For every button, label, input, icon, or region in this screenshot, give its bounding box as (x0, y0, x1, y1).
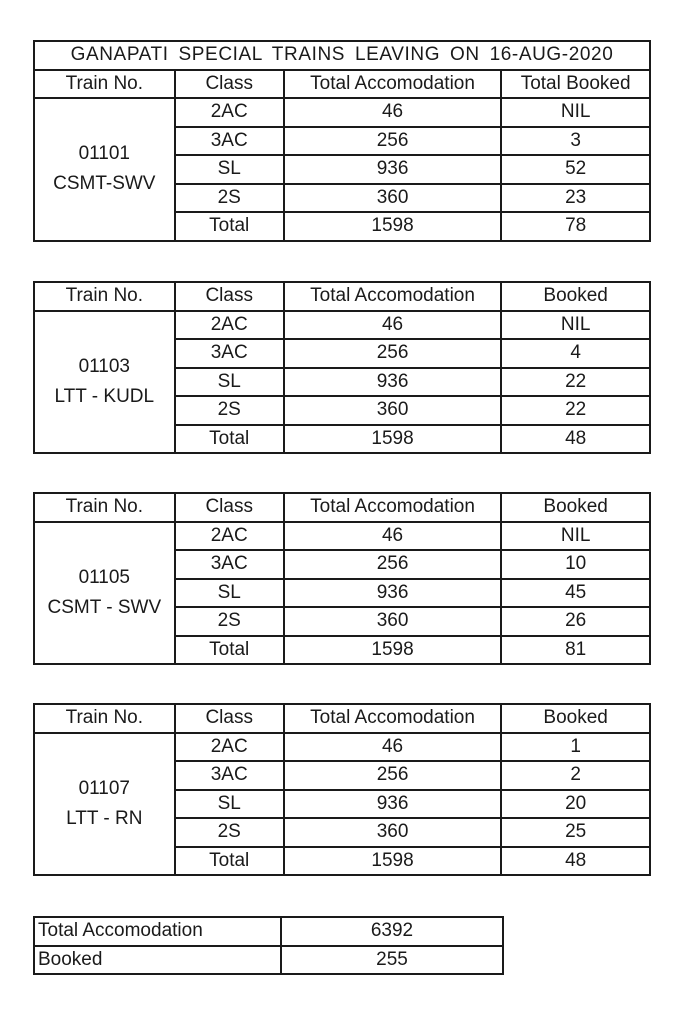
table-row (34, 98, 650, 127)
accommodation-cell: 936 (284, 155, 501, 184)
booked-cell: 4 (501, 339, 650, 368)
accommodation-cell: 256 (284, 550, 501, 579)
column-header-total-accommodation: Total Accomodation (284, 282, 501, 311)
table-row (34, 522, 650, 551)
column-header-class: Class (175, 70, 284, 99)
accommodation-cell: 256 (284, 127, 501, 156)
train-cell (34, 733, 175, 876)
booked-cell: 48 (501, 425, 650, 454)
booked-cell: 26 (501, 607, 650, 636)
class-cell: Total (175, 212, 284, 241)
train-table-3 (33, 703, 651, 876)
booked-cell: 81 (501, 636, 650, 665)
accommodation-cell: 1598 (284, 636, 501, 665)
class-cell: SL (175, 155, 284, 184)
class-cell: 2S (175, 607, 284, 636)
booked-cell: 23 (501, 184, 650, 213)
accommodation-cell: 46 (284, 98, 501, 127)
column-header-train-no: Train No. (34, 70, 175, 99)
column-header-booked: Booked (501, 493, 650, 522)
accommodation-cell: 46 (284, 311, 501, 340)
class-cell: 2S (175, 184, 284, 213)
class-cell: SL (175, 579, 284, 608)
train-route: CSMT - SWV (47, 596, 162, 618)
class-cell: 3AC (175, 127, 284, 156)
booked-cell: 3 (501, 127, 650, 156)
class-cell: 2AC (175, 733, 284, 762)
booked-cell: 48 (501, 847, 650, 876)
booked-cell: 2 (501, 761, 650, 790)
summary-booked-label: Booked (34, 946, 281, 975)
booked-cell: NIL (501, 311, 650, 340)
column-header-total-accommodation: Total Accomodation (284, 70, 501, 99)
accommodation-cell: 46 (284, 522, 501, 551)
train-cell (34, 98, 175, 241)
column-header-class: Class (175, 282, 284, 311)
train-table-1 (33, 281, 651, 454)
page-title: GANAPATI SPECIAL TRAINS LEAVING ON 16-AUG-2020 (34, 41, 650, 70)
header-row (34, 70, 650, 99)
column-header-class: Class (175, 704, 284, 733)
accommodation-cell: 936 (284, 790, 501, 819)
accommodation-cell: 936 (284, 368, 501, 397)
class-cell: Total (175, 425, 284, 454)
accommodation-cell: 1598 (284, 212, 501, 241)
train-route: CSMT-SWV (53, 173, 156, 195)
booked-cell: 45 (501, 579, 650, 608)
class-cell: Total (175, 636, 284, 665)
class-cell: SL (175, 790, 284, 819)
header-row (34, 704, 650, 733)
summary-table (33, 916, 504, 975)
accommodation-cell: 360 (284, 818, 501, 847)
summary-booked-value: 255 (281, 946, 503, 975)
accommodation-cell: 1598 (284, 847, 501, 876)
train-route: LTT - RN (66, 807, 143, 829)
booked-cell: 20 (501, 790, 650, 819)
column-header-booked: Total Booked (501, 70, 650, 99)
accommodation-cell: 256 (284, 761, 501, 790)
column-header-train-no: Train No. (34, 704, 175, 733)
booked-cell: 10 (501, 550, 650, 579)
accommodation-cell: 360 (284, 396, 501, 425)
booked-cell: NIL (501, 98, 650, 127)
accommodation-cell: 936 (284, 579, 501, 608)
column-header-class: Class (175, 493, 284, 522)
booked-cell: 1 (501, 733, 650, 762)
booked-cell: 52 (501, 155, 650, 184)
train-table-2 (33, 492, 651, 665)
column-header-booked: Booked (501, 282, 650, 311)
class-cell: Total (175, 847, 284, 876)
train-cell (34, 311, 175, 454)
table-row (34, 311, 650, 340)
accommodation-cell: 1598 (284, 425, 501, 454)
class-cell: 3AC (175, 761, 284, 790)
train-number: 01101 (78, 143, 131, 165)
summary-total-label: Total Accomodation (34, 917, 281, 946)
class-cell: 2AC (175, 522, 284, 551)
accommodation-cell: 360 (284, 184, 501, 213)
train-cell (34, 522, 175, 665)
class-cell: SL (175, 368, 284, 397)
accommodation-cell: 360 (284, 607, 501, 636)
accommodation-cell: 46 (284, 733, 501, 762)
train-number: 01103 (78, 355, 131, 377)
column-header-booked: Booked (501, 704, 650, 733)
booked-cell: 22 (501, 396, 650, 425)
accommodation-cell: 256 (284, 339, 501, 368)
column-header-train-no: Train No. (34, 282, 175, 311)
class-cell: 2AC (175, 98, 284, 127)
class-cell: 3AC (175, 550, 284, 579)
column-header-train-no: Train No. (34, 493, 175, 522)
booked-cell: NIL (501, 522, 650, 551)
column-header-total-accommodation: Total Accomodation (284, 704, 501, 733)
booked-cell: 22 (501, 368, 650, 397)
class-cell: 2S (175, 818, 284, 847)
header-row (34, 282, 650, 311)
summary-total-value: 6392 (281, 917, 503, 946)
train-table-0 (33, 40, 651, 242)
class-cell: 3AC (175, 339, 284, 368)
class-cell: 2AC (175, 311, 284, 340)
class-cell: 2S (175, 396, 284, 425)
table-row (34, 733, 650, 762)
booked-cell: 25 (501, 818, 650, 847)
header-row (34, 493, 650, 522)
train-number: 01107 (78, 777, 131, 799)
summary-row-total (34, 917, 503, 946)
booked-cell: 78 (501, 212, 650, 241)
title-row (34, 41, 650, 70)
summary-row-booked (34, 946, 503, 975)
train-route: LTT - KUDL (54, 385, 155, 407)
train-number: 01105 (78, 566, 131, 588)
column-header-total-accommodation: Total Accomodation (284, 493, 501, 522)
